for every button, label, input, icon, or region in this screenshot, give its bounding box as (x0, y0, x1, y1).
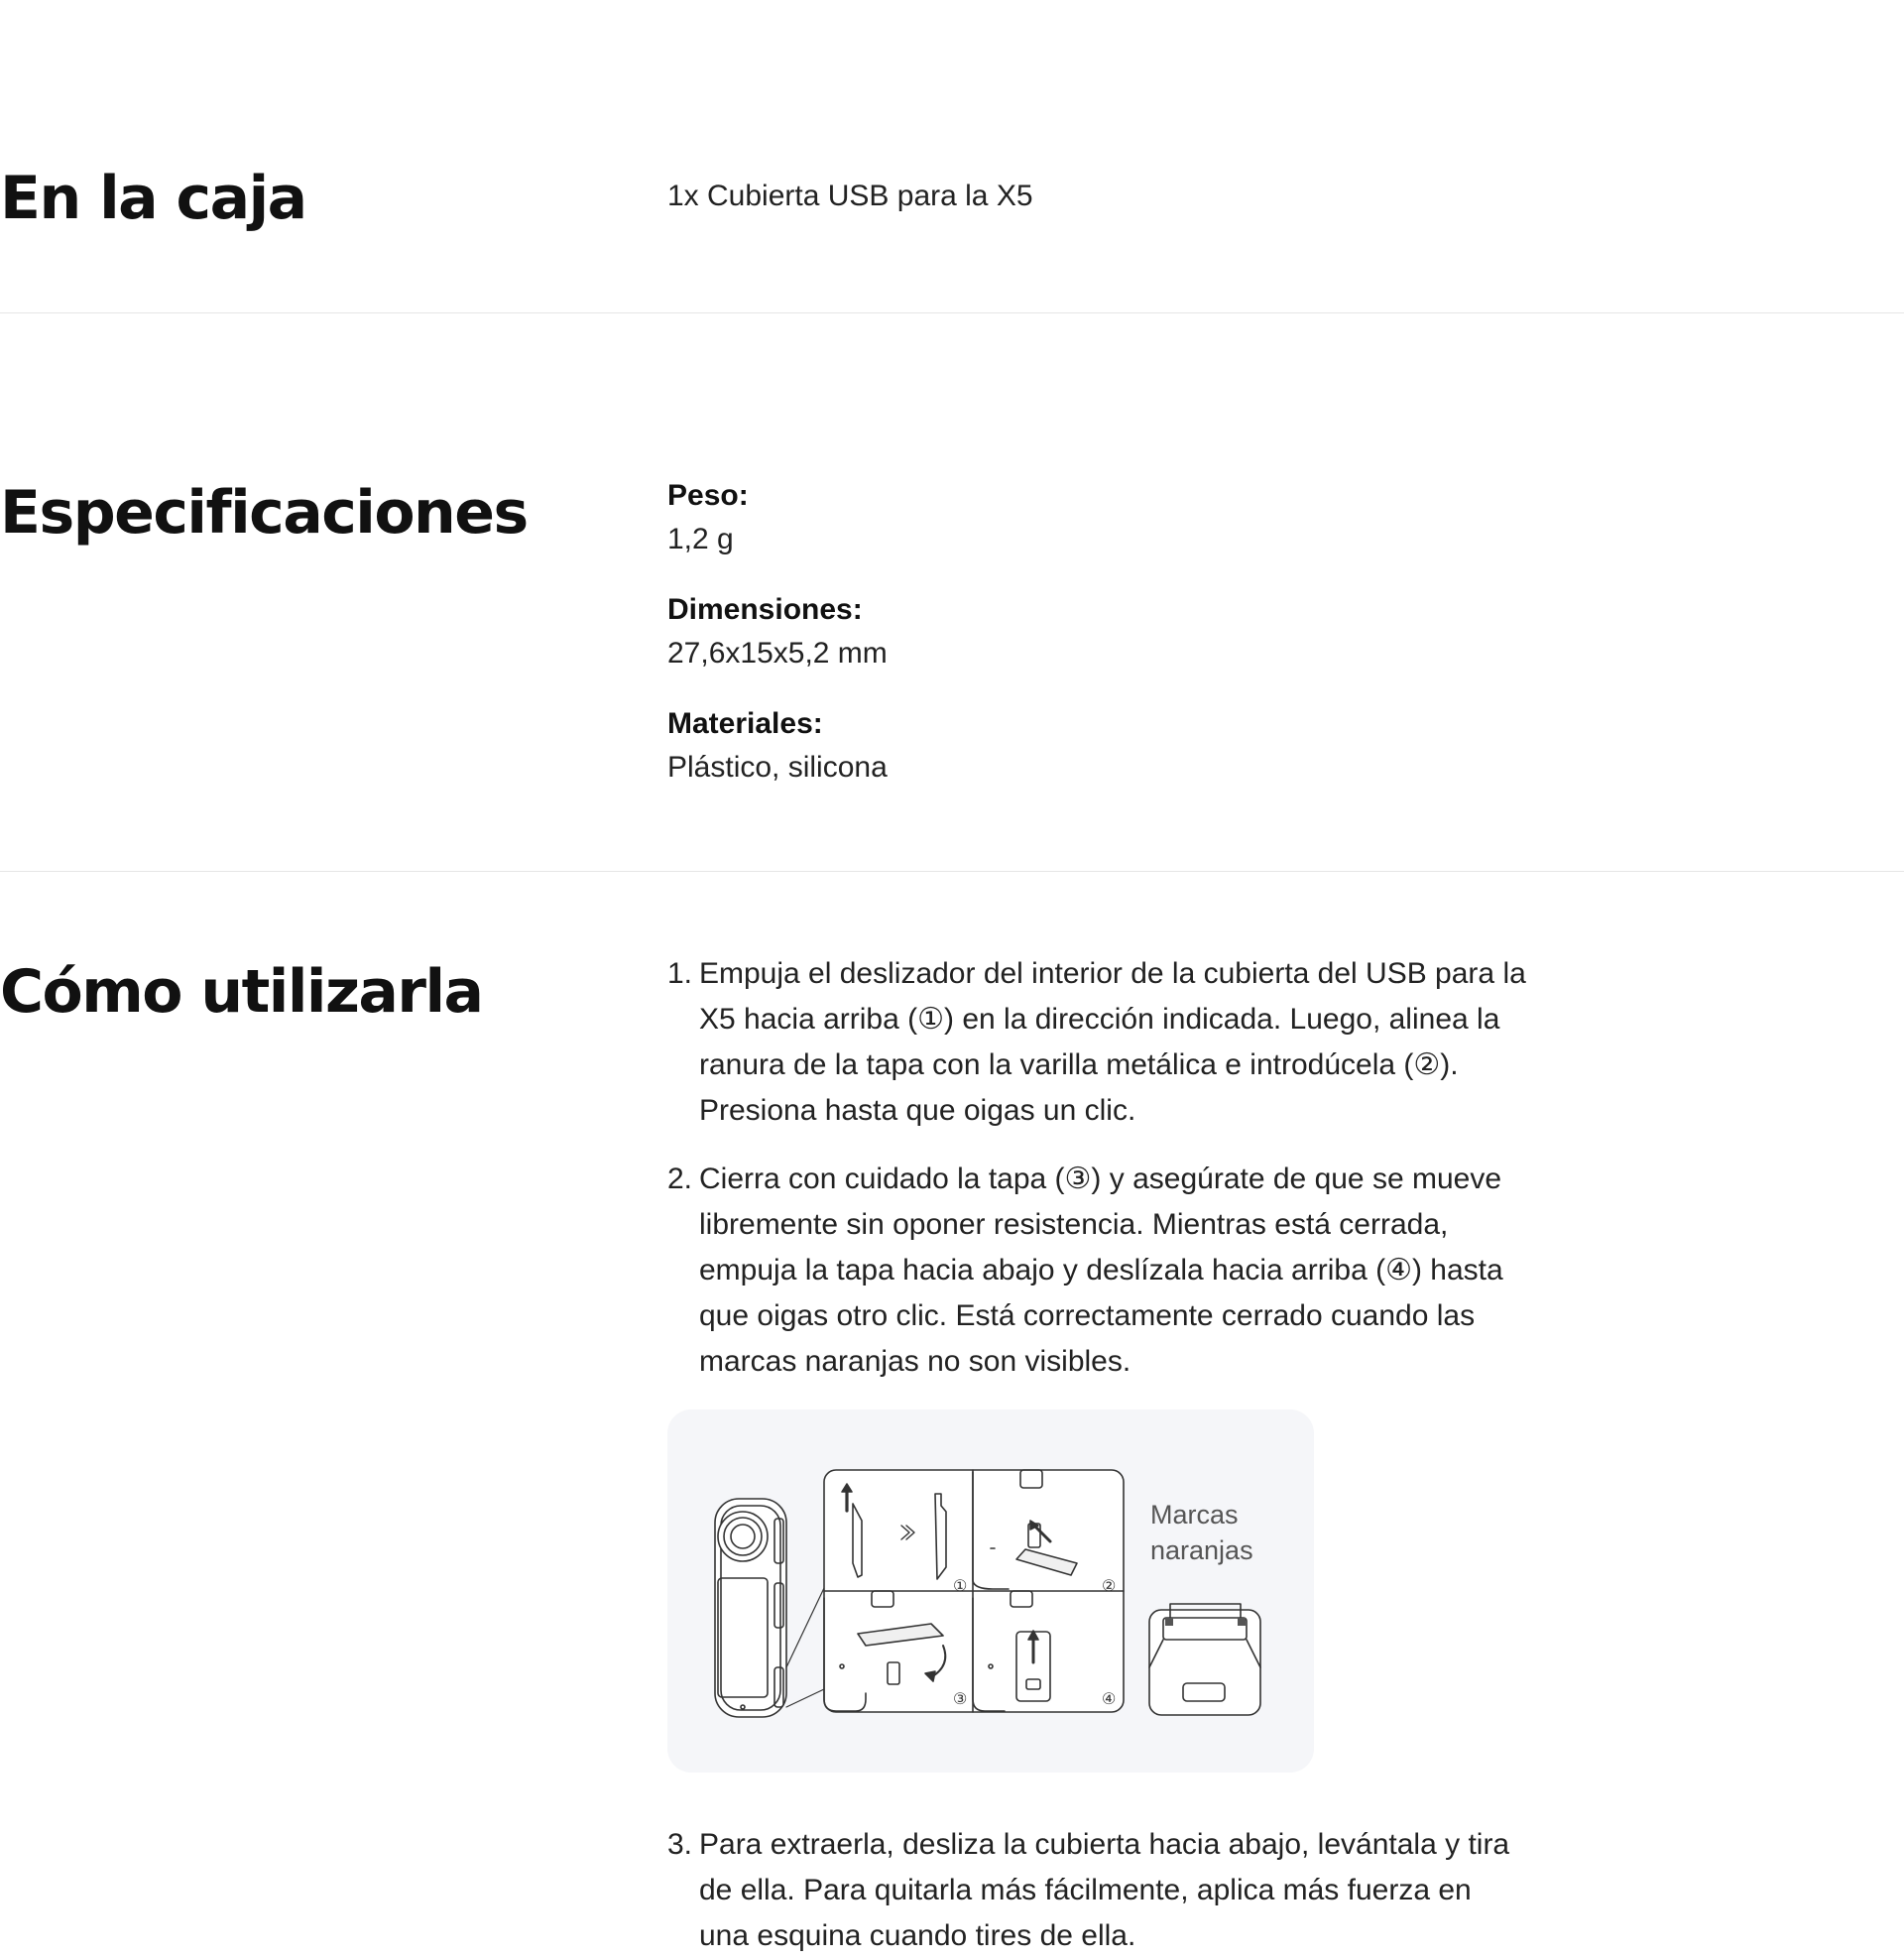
step-item (667, 1157, 1619, 1385)
step-marker-1: ① (953, 1578, 968, 1595)
steps-panel-grid (824, 1470, 1124, 1712)
step-line: Presiona hasta que oigas un clic. (699, 1094, 1136, 1127)
in-box-item: 1x Cubierta USB para la X5 (667, 180, 1033, 212)
step-number: 3. (667, 1828, 693, 1861)
step-number: 2. (667, 1163, 693, 1195)
step-line: una esquina cuando tires de ella. (699, 1919, 1136, 1952)
howto-heading: Cómo utilizarla (0, 957, 483, 1027)
step-item (667, 1822, 1619, 1959)
step-marker-3: ③ (953, 1691, 968, 1708)
spec-weight (667, 474, 888, 561)
step-item (667, 951, 1619, 1134)
howto-steps-b (667, 1822, 1619, 1959)
orange-marks-label-line: Marcas (1150, 1500, 1239, 1530)
specs-heading: Especificaciones (0, 478, 528, 548)
orange-marks-label (1150, 1497, 1253, 1568)
step-marker-4: ④ (1102, 1691, 1117, 1708)
camera-body-drawing (715, 1499, 786, 1717)
step-line: ranura de la tapa con la varilla metálica e introdúcela (②). (699, 1048, 1459, 1081)
installation-illustration (667, 1409, 1314, 1773)
step-line: Para extraerla, desliza la cubierta hacia abajo, levántala y tira (699, 1828, 1510, 1861)
spec-value: Plástico, silicona (667, 751, 888, 784)
camera-diagram (667, 1409, 1314, 1773)
section-divider (0, 312, 1904, 313)
in-box-heading: En la caja (0, 164, 306, 233)
spec-label: Peso: (667, 479, 749, 512)
step-line: libremente sin oponer resistencia. Mientras está cerrada, (699, 1208, 1449, 1241)
step-marker-2: ② (1102, 1578, 1117, 1595)
step-number: 1. (667, 957, 693, 990)
step-line: que oigas otro clic. Está correctamente cerrado cuando las (699, 1299, 1476, 1332)
specs-list (667, 474, 888, 816)
step-line: X5 hacia arriba (①) en la dirección indicada. Luego, alinea la (699, 1003, 1500, 1036)
spec-materials (667, 702, 888, 790)
section-divider (0, 871, 1904, 872)
howto-steps-a (667, 951, 1619, 1385)
spec-label: Dimensiones: (667, 593, 863, 626)
orange-marks-drawing (1149, 1604, 1260, 1715)
spec-value: 1,2 g (667, 523, 734, 555)
spec-dimensions (667, 588, 888, 675)
step-line: Empuja el deslizador del interior de la cubierta del USB para la (699, 957, 1526, 990)
step-line: empuja la tapa hacia abajo y deslízala hacia arriba (④) hasta (699, 1254, 1503, 1286)
step-line: Cierra con cuidado la tapa (③) y asegúrate de que se mueve (699, 1163, 1502, 1195)
spec-value: 27,6x15x5,2 mm (667, 637, 888, 670)
step-line: de ella. Para quitarla más fácilmente, aplica más fuerza en (699, 1874, 1472, 1906)
step-line: marcas naranjas no son visibles. (699, 1345, 1131, 1378)
spec-label: Materiales: (667, 707, 823, 740)
orange-marks-label-line: naranjas (1150, 1535, 1253, 1565)
